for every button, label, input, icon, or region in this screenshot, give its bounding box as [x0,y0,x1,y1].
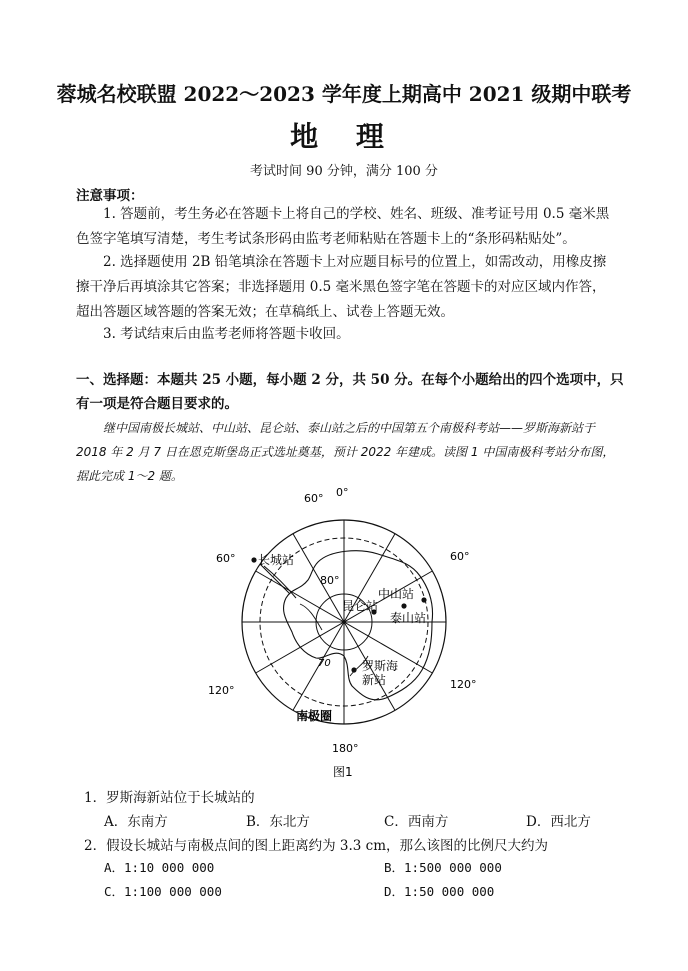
label-taishan: 泰山站 [390,611,427,625]
antarctica-outline [284,551,433,700]
question-2-option-a: A．1:10 000 000 [104,860,215,875]
section-1-intro: 继中国南极长城站、中山站、昆仑站、泰山站之后的中国第五个南极科考站——罗斯海新站于 2018 年 2 月 7 日在恩克斯堡岛正式选址奠基，预计 2022 年建成。读图 1 中国南极科考站分布图，据此完成 1～2 题。 [76,421,615,483]
question-1-option-b: B．东北方 [246,814,310,830]
question-2-option-c: C．1:100 000 000 [104,884,222,899]
label-zhongshan: 中山站 [378,587,415,601]
notice-item-1: 1. 答题前，考生务必在答题卡上将自己的学校、姓名、班级、准考证号用 0.5 毫米黑色签字笔填写清楚，考生考试条形码由监考老师粘贴在答题卡上的“条形码粘贴处”。 [76,206,610,247]
label-80-deg: 80° [320,574,340,587]
label-70: 70 [318,658,331,669]
notice-item-2: 2. 选择题使用 2B 铅笔填涂在答题卡上对应题目标号的位置上，如需改动，用橡皮擦擦干净后再填涂其它答案；非选择题用 0.5 毫米黑色签字笔在答题卡的对应区域内作答，超出答题区域答题的答案无效；在草稿纸上、试卷上答题无效。 [76,254,607,320]
taishan-station-dot [401,603,406,608]
label-120-right: 120° [450,678,477,691]
section-1-title [76,368,636,416]
label-luosihai-2: 新站 [362,673,387,687]
exam-info: 考试时间 90 分钟，满分 100 分 [250,164,438,179]
label-60-left: 60° [216,552,236,565]
changcheng-station-dot [251,557,256,562]
question-1-option-a: A．东南方 [104,814,168,830]
label-antarctic-circle: 南极圈 [296,709,333,723]
figure-caption: 图1 [333,765,353,779]
notice-item-3: 3. 考试结束后由监考老师将答题卡收回。 [103,326,350,342]
antarctic-peninsula-inner [264,566,296,598]
label-kunlun: 昆仑站 [342,599,379,613]
question-2-option-d: D．1:50 000 000 [384,884,495,899]
label-180-deg: 180° [332,742,359,755]
antarctica-station-map [200,480,490,780]
label-0-deg: 0° [336,486,349,499]
exam-title: 蓉城名校联盟 2022～2023 学年度上期高中 2021 级期中联考 [56,82,632,106]
subject-title: 地 理 [290,120,398,153]
luosihai-station-dot [351,667,356,672]
question-1-stem: 1．罗斯海新站位于长城站的 [84,790,255,806]
label-60-right: 60° [450,550,470,563]
label-120-left: 120° [208,684,235,697]
question-1-option-d: D．西北方 [526,814,591,830]
section-1-title-text: 一、选择题：本题共 25 小题，每小题 2 分，共 50 分。在每个小题给出的四个选项中，只有一项是符合题目要求的。 [76,372,624,412]
question-2-option-b: B．1:500 000 000 [384,860,502,875]
notice-heading: 注意事项： [76,188,144,204]
antarctic-peninsula [260,564,290,594]
question-2-stem: 2．假设长城站与南极点间的图上距离约为 3.3 cm，那么该图的比例尺大约为 [84,838,549,854]
label-changcheng: 长城站 [258,553,295,567]
question-1-option-c: C．西南方 [384,814,449,830]
label-60-top-left: 60° [304,492,324,505]
label-luosihai-1: 罗斯海 [362,659,399,673]
zhongshan-station-dot [421,597,426,602]
